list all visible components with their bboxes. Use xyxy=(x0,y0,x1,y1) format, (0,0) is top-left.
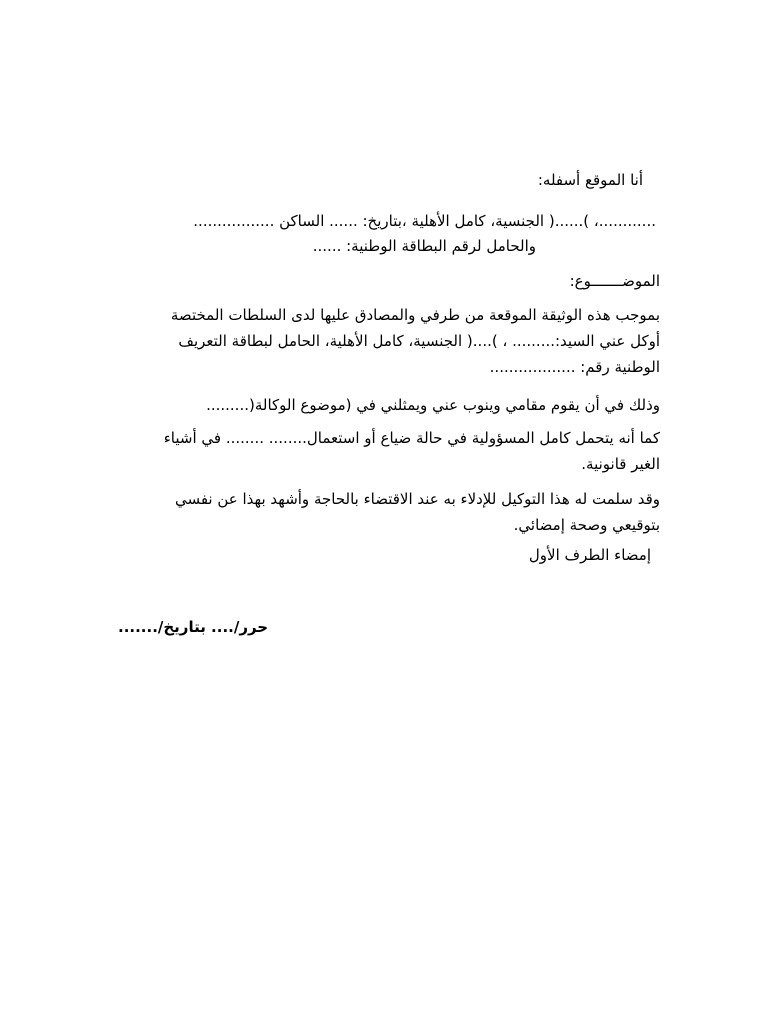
body-paragraph-3-line-2: الغير قانونية. xyxy=(581,455,660,473)
signature-label: إمضاء الطرف الأول xyxy=(528,546,651,564)
body-paragraph-1-line-3: الوطنية رقم: .................. xyxy=(489,358,660,376)
body-paragraph-1-line-2: أوكل عني السيد:......... ، )....( الجنسية، كامل الأهلية، الحامل لبطاقة التعريف xyxy=(178,332,660,350)
body-paragraph-4-line-1: وقد سلمت له هذا التوكيل للإدلاء به عند الاقتضاء بالحاجة وأشهد بهذا عن نفسي xyxy=(174,490,660,508)
identity-line-1: ............، )......( الجنسية، كامل الأهلية ،بتاريخ: ...... الساكن ................. xyxy=(193,212,656,230)
subject-label: الموضـــــــوع: xyxy=(569,272,660,290)
footer-date-place: حرر/.... بتاريخ/....... xyxy=(118,618,269,636)
body-paragraph-3-line-1: كما أنه يتحمل كامل المسؤولية في حالة ضياع أو استعمال........ ........ في أشياء xyxy=(163,429,660,447)
body-paragraph-2: وذلك في أن يقوم مقامي وينوب عني ويمثلني في (موضوع الوكالة(......... xyxy=(206,396,660,414)
identity-line-2: والحامل لرقم البطاقة الوطنية: ...... xyxy=(312,237,536,255)
intro-line: أنا الموقع أسفله: xyxy=(537,171,643,189)
body-paragraph-1-line-1: بموجب هذه الوثيقة الموقعة من طرفي والمصادق عليها لدى السلطات المختصة xyxy=(170,306,660,324)
body-paragraph-4-line-2: بتوقيعي وصحة إمضائي. xyxy=(513,516,660,534)
